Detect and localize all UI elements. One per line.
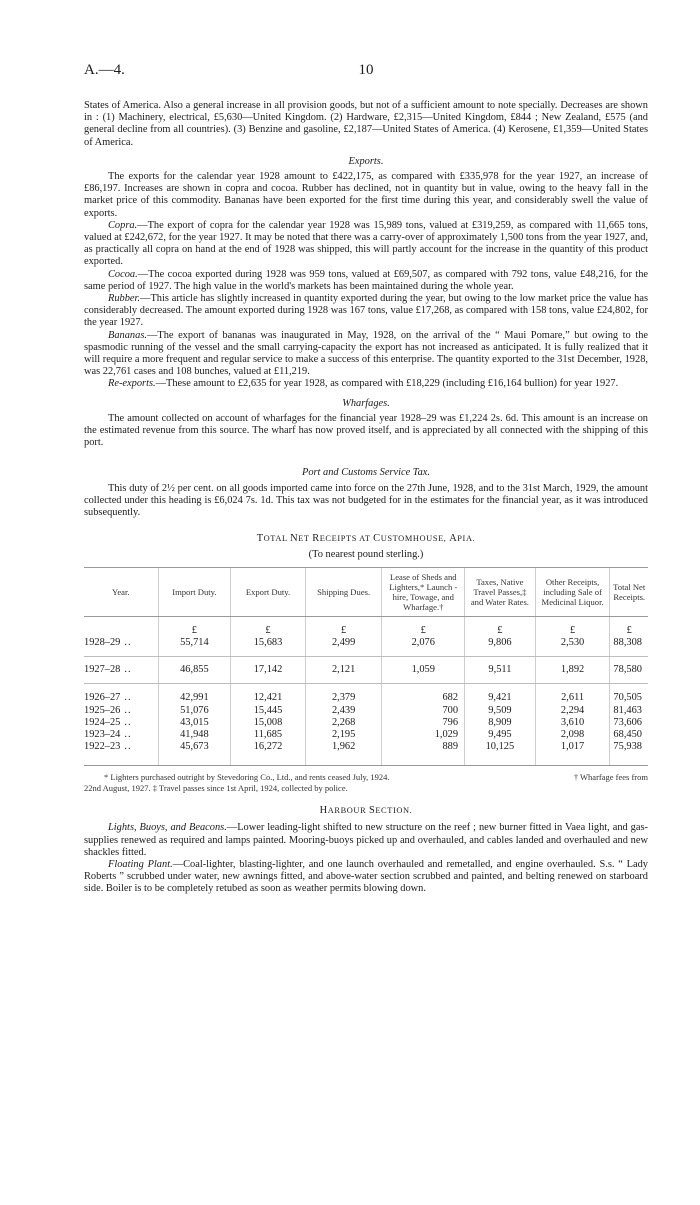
net-receipts-table <box>84 567 648 767</box>
import-duty-cell: 51,076 <box>158 705 231 717</box>
cocoa-text: —The cocoa exported during 1928 was 959 tons, valued at £69,507, as compared with 792 tons, value £48,216, for the same period of 1927. The high value in the world's markets has been maintained during the whole year. <box>84 268 648 292</box>
total-cell: 78,580 <box>610 657 648 684</box>
total-cell: 68,450 <box>610 729 648 741</box>
year-cell: 1928–29 <box>84 636 121 648</box>
other-receipts-cell: 2,611 <box>535 684 610 705</box>
footnote-line: 22nd August, 1927. ‡ Travel passes since 1st April, 1924, collected by police. <box>84 782 348 793</box>
taxes-cell: 10,125 <box>465 741 536 766</box>
taxes-cell: 9,509 <box>465 705 536 717</box>
currency-symbol: £ <box>305 616 382 637</box>
year-cell: 1922–23 <box>84 741 121 753</box>
export-duty-cell: 15,445 <box>231 705 306 717</box>
import-duty-cell: 42,991 <box>158 684 231 705</box>
total-cell: 73,606 <box>610 717 648 729</box>
rubber-text: —This article has slightly increased in quantity exported during the year, but owing to the low market price the value has considerably decreased. The amount exported during 1928 was 167 tons, value £17,268, as compared with 158 tons, value £24,802, for the year 1927. <box>84 293 648 329</box>
export-duty-cell: 17,142 <box>231 657 306 684</box>
table-row: 1922–23 .. 45,673 16,272 1,962 889 10,125 1,017 75,938 <box>84 741 648 766</box>
lease-cell: 682 <box>382 684 465 705</box>
export-duty-cell: 15,683 <box>231 637 306 657</box>
table-row: 1923–24 .. 41,948 11,685 2,195 1,029 9,495 2,098 68,450 <box>84 729 648 741</box>
table-row: 1927–28 .. 46,855 17,142 2,121 1,059 9,511 1,892 78,580 <box>84 657 648 684</box>
port-tax-paragraph: This duty of 2½ per cent. on all goods imported came into force on the 27th June, 1928, and to the 31st March, 1929, the amount collected under this heading is £6,024 7s. 1d. This tax was not budgeted for in the estimates for the financial year, as it was introduced subsequently. <box>84 482 648 519</box>
floating-plant-lead: Floating Plant. <box>108 858 173 870</box>
other-receipts-cell: 2,294 <box>535 705 610 717</box>
harbour-section-heading: HARBOUR SECTION. <box>319 805 413 817</box>
year-cell: 1926–27 <box>84 692 121 704</box>
other-receipts-cell: 2,098 <box>535 729 610 741</box>
currency-symbol: £ <box>535 616 610 637</box>
cocoa-lead: Cocoa. <box>108 268 138 280</box>
currency-symbol: £ <box>610 616 648 637</box>
taxes-cell: 8,909 <box>465 717 536 729</box>
import-duty-cell: 45,673 <box>158 741 231 766</box>
total-cell: 75,938 <box>610 741 648 766</box>
taxes-cell: 9,511 <box>465 657 536 684</box>
document-reference: A.—4. <box>84 62 125 78</box>
lease-cell: 796 <box>382 717 465 729</box>
reexports-paragraph <box>84 378 648 390</box>
reexports-lead: Re-exports. <box>108 378 156 390</box>
reexports-text: —These amount to £2,635 for year 1928, as compared with £18,229 (including £16,164 bullion) for year 1927. <box>155 378 619 390</box>
footnote-line <box>84 772 648 782</box>
lights-paragraph <box>84 822 648 859</box>
copra-lead: Copra. <box>108 219 138 231</box>
rubber-lead: Rubber. <box>108 293 141 305</box>
footnote-lighters: * Lighters purchased outright by Stevedoring Co., Ltd., and rents ceased July, 1924. <box>104 772 390 783</box>
table-row: 1926–27 .. 42,991 12,421 2,379 682 9,421 2,611 70,505 <box>84 684 648 705</box>
page-number: 10 <box>358 62 374 78</box>
table-footnotes <box>84 772 648 793</box>
export-duty-cell: 11,685 <box>231 729 306 741</box>
taxes-cell: 9,421 <box>465 684 536 705</box>
table-title: TOTAL NET RECEIPTS AT CUSTOMHOUSE, APIA. <box>256 533 476 545</box>
shipping-dues-cell: 2,499 <box>305 637 382 657</box>
lease-cell: 700 <box>382 705 465 717</box>
floating-plant-paragraph <box>84 859 648 896</box>
taxes-cell: 9,495 <box>465 729 536 741</box>
header-import-duty: Import Duty. <box>158 567 231 616</box>
header-taxes: Taxes, Native Travel Passes,‡ and Water Rates. <box>465 567 536 616</box>
header-other-receipts: Other Receipts, including Sale of Medicinal Liquor. <box>535 567 610 616</box>
lease-cell: 889 <box>382 741 465 766</box>
page-header <box>84 62 648 84</box>
table-row: 1924–25 .. 43,015 15,008 2,268 796 8,909 3,610 73,606 <box>84 717 648 729</box>
year-cell: 1924–25 <box>84 716 121 728</box>
opening-paragraph: States of America. Also a general increase in all provision goods, but not of a sufficient amount to note specially. Decreases are shown in : (1) Machinery, electrical, £5,630—United Kingdom. (2) Hardware, £2,315—United Kingdom, £844 ; New Zealand, £575 (and general decline from all countries). (3) Benzine and gasoline, £2,187—United States of America. (4) Kerosene, £1,359—United States of America. <box>84 100 648 148</box>
total-cell: 88,308 <box>610 637 648 657</box>
bananas-lead: Bananas. <box>108 329 147 341</box>
lights-lead: Lights, Buoys, and Beacons. <box>108 822 227 834</box>
other-receipts-cell: 3,610 <box>535 717 610 729</box>
currency-symbol: £ <box>382 616 465 637</box>
currency-symbol: £ <box>465 616 536 637</box>
page-body <box>84 100 648 896</box>
year-cell: 1925–26 <box>84 704 121 716</box>
year-cell: 1927–28 <box>84 664 121 676</box>
lease-cell: 1,029 <box>382 729 465 741</box>
other-receipts-cell: 2,530 <box>535 637 610 657</box>
lease-cell: 1,059 <box>382 657 465 684</box>
header-export-duty: Export Duty. <box>231 567 306 616</box>
table-header-row <box>84 567 648 616</box>
taxes-cell: 9,806 <box>465 637 536 657</box>
currency-symbol: £ <box>231 616 306 637</box>
header-lease-of-sheds: Lease of Sheds and Lighters,* Launch - hire, Towage, and Wharfage.† <box>382 567 465 616</box>
wharfages-paragraph: The amount collected on account of wharfages for the financial year 1928–29 was £1,224 2s. 6d. This amount is an increase on the estimated revenue from this source. The wharf has now proved itself, and is appreciated by all connected with the shipping of this port. <box>84 412 648 449</box>
rubber-paragraph <box>84 293 648 330</box>
port-tax-heading: Port and Customs Service Tax. <box>301 467 431 479</box>
other-receipts-cell: 1,892 <box>535 657 610 684</box>
shipping-dues-cell: 1,962 <box>305 741 382 766</box>
import-duty-cell: 43,015 <box>158 717 231 729</box>
table-subtitle: (To nearest pound sterling.) <box>308 548 424 560</box>
export-duty-cell: 15,008 <box>231 717 306 729</box>
other-receipts-cell: 1,017 <box>535 741 610 766</box>
shipping-dues-cell: 2,439 <box>305 705 382 717</box>
total-cell: 70,505 <box>610 684 648 705</box>
shipping-dues-cell: 2,195 <box>305 729 382 741</box>
bananas-paragraph <box>84 330 648 379</box>
document-page <box>84 62 648 896</box>
lights-text: —Lower leading-light shifted to new structure on the reef ; new burner fitted in Vaea light, and gas-supplies renewed as required and lamps painted. Mooring-buoys picked up and overhauled, and cables landed and overhauled and new shackles fitted. <box>84 822 648 858</box>
currency-symbol: £ <box>158 616 231 637</box>
exports-heading: Exports. <box>348 155 384 167</box>
table-row: 1925–26 .. 51,076 15,445 2,439 700 9,509 2,294 81,463 <box>84 705 648 717</box>
import-duty-cell: 55,714 <box>158 637 231 657</box>
header-year: Year. <box>84 567 158 616</box>
exports-intro: The exports for the calendar year 1928 amount to £422,175, as compared with £335,978 for the year 1927, an increase of £86,197. Increases are shown in copra and cocoa. Rubber has declined, not in quantity but in value, owing to the heavy fall in the market price of this commodity. Bananas have been exported for the first time during this year, and considerably swell the value of exports. <box>84 171 648 219</box>
floating-plant-text: —Coal-lighter, blasting-lighter, and one launch overhauled and remetalled, and engine overhauled. S.s. “ Lady Roberts ” scrubbed under water, new awnings fitted, and above-water section scrubbed and painted, and belting renewed on starboard side. Boiler is to be completely retubed as soon as weather permits blowing down. <box>84 858 648 895</box>
header-total-net-receipts: Total Net Receipts. <box>610 567 648 616</box>
export-duty-cell: 16,272 <box>231 741 306 766</box>
year-cell: 1923–24 <box>84 728 121 740</box>
shipping-dues-cell: 2,379 <box>305 684 382 705</box>
total-cell: 81,463 <box>610 705 648 717</box>
export-duty-cell: 12,421 <box>231 684 306 705</box>
copra-paragraph <box>84 220 648 269</box>
import-duty-cell: 46,855 <box>158 657 231 684</box>
footnote-wharfage: † Wharfage fees from <box>573 772 648 783</box>
cocoa-paragraph <box>84 269 648 293</box>
currency-row <box>84 616 648 637</box>
header-shipping-dues: Shipping Dues. <box>305 567 382 616</box>
wharfages-heading: Wharfages. <box>342 397 390 409</box>
shipping-dues-cell: 2,268 <box>305 717 382 729</box>
table-row: 1928–29 .. 55,714 15,683 2,499 2,076 9,806 2,530 88,308 <box>84 637 648 657</box>
import-duty-cell: 41,948 <box>158 729 231 741</box>
shipping-dues-cell: 2,121 <box>305 657 382 684</box>
bananas-text: —The export of bananas was inaugurated in May, 1928, on the arrival of the “ Maui Pomare,” but owing to the spasmodic running of the vessel and the small carrying-capacity the export has not increased as anticipated. It is fully realized that it will require a more frequent and regular service to make a success of this enterprise. The quantity exported to the 31st December, 1928, was 22,761 cases and 108 bunches, valued at £11,219. <box>84 329 648 378</box>
lease-cell: 2,076 <box>382 637 465 657</box>
copra-text: —The export of copra for the calendar year 1928 was 15,989 tons, valued at £319,259, as compared with 11,665 tons, valued at £242,672, for the year 1927. It may be noted that there was a carry-over of approximately 1,500 tons from the year 1927, and, as practically all copra on hand at the end of 1928 was shipped, this will partly account for the increase in the quantity of this product exported. <box>84 219 648 268</box>
